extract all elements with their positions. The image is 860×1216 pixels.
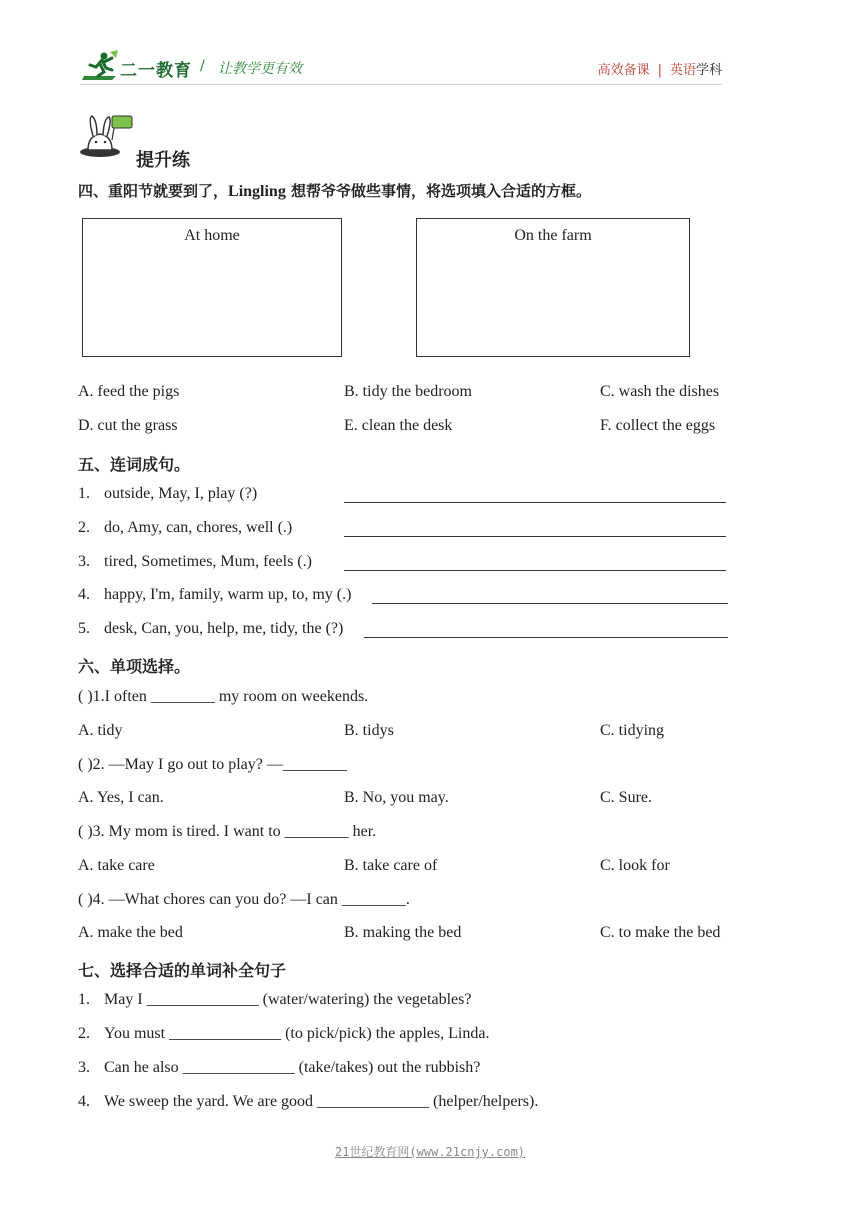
q5-item-num: 5. bbox=[78, 620, 90, 637]
q6-option: C. Sure. bbox=[600, 789, 652, 806]
q4-option: B. tidy the bedroom bbox=[344, 383, 472, 400]
box-label-at-home: At home bbox=[184, 227, 240, 244]
rabbit-mascot-icon bbox=[78, 112, 134, 160]
q5-item-num: 3. bbox=[78, 553, 90, 570]
q7-item-text: May I ______________ (water/watering) the vegetables? bbox=[104, 991, 472, 1008]
q6-stem: ( )4. —What chores can you do? —I can ________. bbox=[78, 891, 410, 908]
logo-slogan: 让教学更有效 bbox=[218, 61, 302, 77]
running-man-icon bbox=[82, 50, 122, 82]
header-subject-a: 英语 bbox=[669, 63, 696, 78]
q7-item-text: You must ______________ (to pick/pick) the apples, Linda. bbox=[104, 1025, 490, 1042]
q7-heading: 七、选择合适的单词补全句子 bbox=[78, 961, 287, 980]
q7-item-num: 3. bbox=[78, 1059, 90, 1076]
q6-option: B. making the bed bbox=[344, 924, 462, 941]
logo-text: 二一教育 bbox=[120, 61, 192, 81]
q6-option: C. to make the bed bbox=[600, 924, 721, 941]
q5-answer-line[interactable] bbox=[372, 603, 728, 604]
q6-option: A. Yes, I can. bbox=[78, 789, 164, 806]
q7-item-num: 2. bbox=[78, 1025, 90, 1042]
q5-item-num: 1. bbox=[78, 485, 90, 502]
q4-option: D. cut the grass bbox=[78, 417, 178, 434]
q7-item-num: 4. bbox=[78, 1093, 90, 1110]
footer-link[interactable]: 21世纪教育网(www.21cnjy.com) bbox=[334, 1145, 526, 1159]
q6-option: C. tidying bbox=[600, 722, 665, 739]
q7-item-text: Can he also ______________ (take/takes) out the rubbish? bbox=[104, 1059, 481, 1076]
q5-item-num: 2. bbox=[78, 519, 90, 536]
q4-option: E. clean the desk bbox=[344, 417, 453, 434]
q5-answer-line[interactable] bbox=[344, 570, 726, 571]
q5-answer-line[interactable] bbox=[344, 536, 726, 537]
q4-option: F. collect the eggs bbox=[600, 417, 716, 434]
q4-heading-a: 四、重阳节就要到了， bbox=[78, 182, 229, 200]
q6-option: B. tidys bbox=[344, 722, 394, 739]
q6-option: B. take care of bbox=[344, 857, 438, 874]
q4-option: C. wash the dishes bbox=[600, 383, 720, 400]
q6-heading: 六、单项选择。 bbox=[78, 657, 191, 676]
q6-stem: ( )2. —May I go out to play? —________ bbox=[78, 756, 347, 773]
q6-option: B. No, you may. bbox=[344, 789, 449, 806]
logo-slash: / bbox=[200, 58, 205, 74]
header-subject-b: 学科 bbox=[695, 63, 722, 78]
q7-item-text: We sweep the yard. We are good ______________ (helper/helpers). bbox=[104, 1093, 539, 1110]
q5-item-num: 4. bbox=[78, 586, 90, 603]
q6-stem: ( )1.I often ________ my room on weekends. bbox=[78, 688, 369, 705]
q6-option: A. take care bbox=[78, 857, 155, 874]
q5-item-text: happy, I'm, family, warm up, to, my (.) bbox=[104, 586, 352, 603]
q6-option: C. look for bbox=[600, 857, 670, 874]
q6-stem: ( )3. My mom is tired. I want to ________ her. bbox=[78, 823, 377, 840]
header-separator: | bbox=[657, 63, 662, 78]
header-label: 高效备课 bbox=[597, 63, 650, 78]
q5-item-text: outside, May, I, play (?) bbox=[104, 485, 258, 502]
q4-heading-name: Lingling bbox=[228, 183, 286, 200]
section-title: 提升练 bbox=[136, 150, 190, 171]
q7-item-num: 1. bbox=[78, 991, 90, 1008]
q4-heading bbox=[78, 180, 591, 201]
q5-answer-line[interactable] bbox=[344, 502, 726, 503]
q4-heading-b: 想帮爷爷做些事情，将选项填入合适的方框。 bbox=[285, 182, 592, 200]
q4-option: A. feed the pigs bbox=[78, 383, 180, 400]
q5-item-text: tired, Sometimes, Mum, feels (.) bbox=[104, 553, 312, 570]
box-on-the-farm[interactable] bbox=[416, 218, 690, 357]
q5-answer-line[interactable] bbox=[364, 637, 728, 638]
q5-heading: 五、连词成句。 bbox=[78, 455, 191, 474]
q5-item-text: do, Amy, can, chores, well (.) bbox=[104, 519, 293, 536]
box-label-on-the-farm: On the farm bbox=[514, 227, 592, 244]
box-at-home[interactable] bbox=[82, 218, 342, 357]
q6-option: A. make the bed bbox=[78, 924, 183, 941]
q6-option: A. tidy bbox=[78, 722, 123, 739]
header-divider bbox=[80, 84, 722, 85]
header-subject bbox=[598, 59, 722, 78]
q5-item-text: desk, Can, you, help, me, tidy, the (?) bbox=[104, 620, 344, 637]
